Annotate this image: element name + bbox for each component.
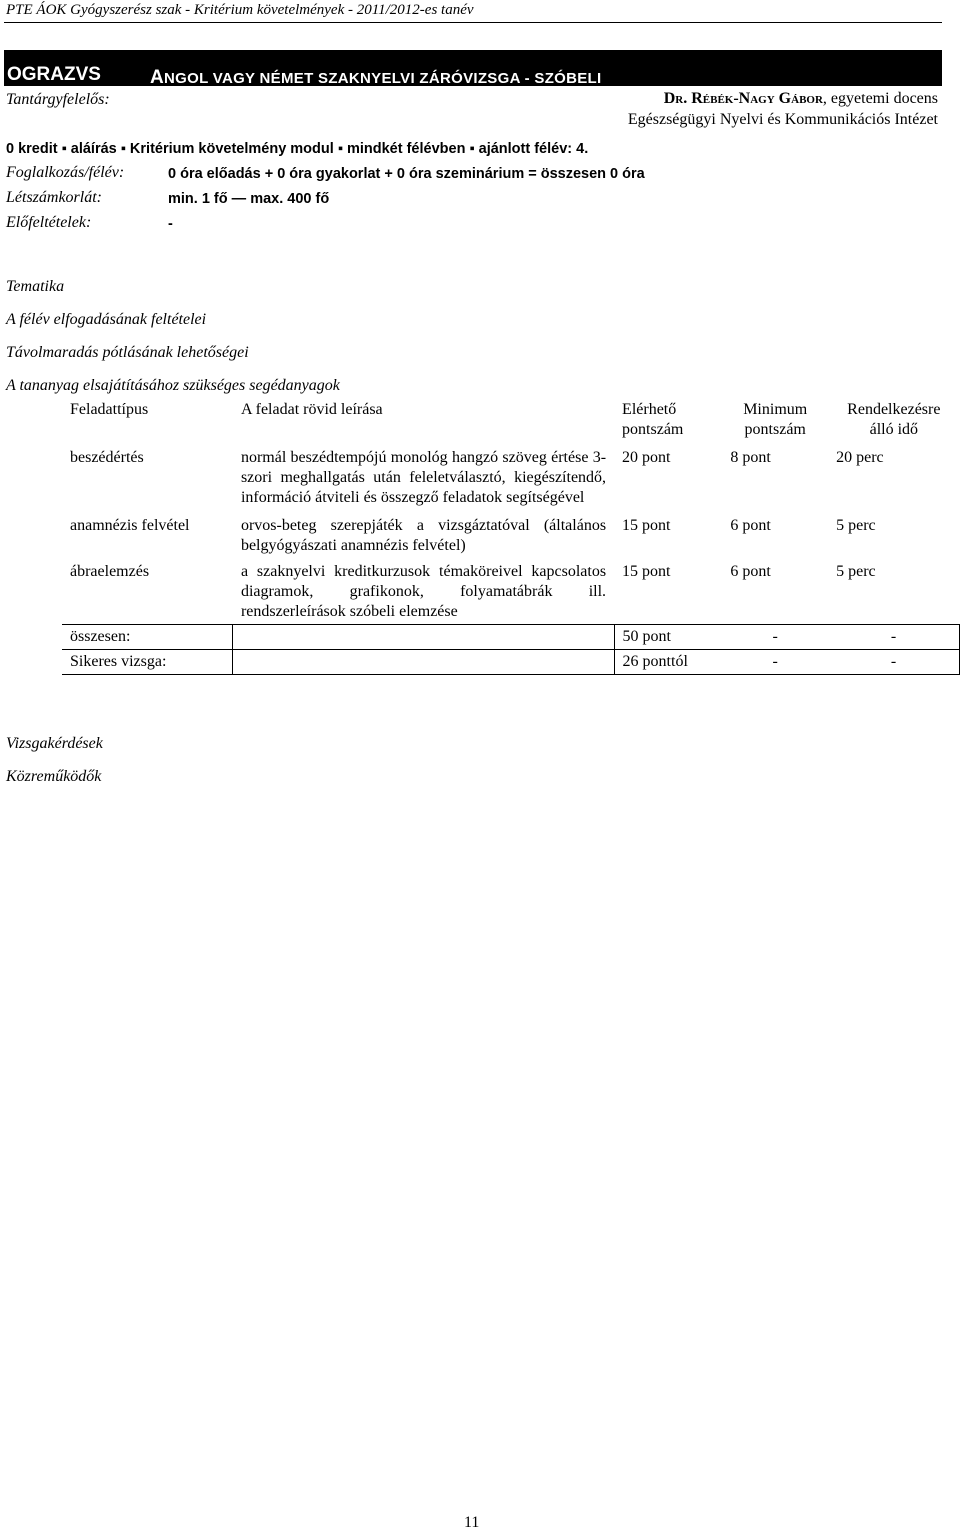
section-tematika: Tematika [6,278,65,295]
total-max-points: 50 pont [614,625,722,650]
table-row [62,442,960,510]
header-description: A feladat rövid leírása [240,401,383,418]
prerequisites-value: - [168,216,173,232]
row-min-points: 6 pont [730,517,771,534]
row-description: orvos-beteg szerepjáték a vizsgáztatóval (általános belgyógyászati anamnézis felvétel) [240,517,607,554]
table-total-row [62,625,960,650]
course-title-rest: NGOL VAGY NÉMET SZAKNYELVI ZÁRÓVIZSGA - SZÓBELI [164,70,602,87]
exam-requirements-table [62,398,960,675]
capacity-value [168,191,329,207]
capacity-label: Létszámkorlát: [6,189,102,206]
running-header: PTE ÁOK Gyógyszerész szak - Kritérium követelmények - 2011/2012-es tanév [6,2,474,18]
capacity-dash: — [231,191,247,207]
capacity-max: max. 400 fő [250,191,330,207]
course-code: OGRAZVS [7,64,101,85]
total-label: összesen: [62,625,233,650]
row-type: anamnézis felvétel [70,517,190,534]
header-rule [4,22,942,23]
row-type: ábraelemzés [70,563,150,580]
row-max-points: 15 pont [622,563,671,580]
row-type: beszédértés [70,449,144,466]
section-absence: Távolmaradás pótlásának lehetőségei [6,344,249,361]
row-max-points: 20 pont [622,449,671,466]
course-title-initial: A [150,67,165,88]
responsible-title: , egyetemi docens [822,90,938,107]
header-max-points: Elérhető pontszám [622,401,684,438]
pass-description [233,650,614,675]
row-time: 5 perc [836,517,876,534]
pass-min-points: - [722,650,828,675]
total-min-points: - [722,625,828,650]
section-exam-questions: Vizsgakérdések [6,735,103,752]
header-task-type: Feladattípus [70,401,149,418]
row-description: normál beszédtempójú monológ hangzó szöveg értése 3-szori meghallgatás után feleletválasztó, kiegészítendő, információ átviteli és összegző feladatok segítségével [240,449,607,506]
header-time: Rendelkezésre álló idő [847,401,941,438]
row-time: 20 perc [836,449,884,466]
responsible-line [664,90,938,108]
responsible-name: Dr. Rébék-Nagy Gábor [663,90,823,107]
pass-time: - [828,650,959,675]
sessions-label: Foglalkozás/félév: [6,164,125,181]
row-description: a szaknyelvi kreditkurzusok témaköreivel kapcsolatos diagramok, grafikonok, folyamatábrák ill. rendszerleírások szóbeli elemzése [240,563,607,620]
section-contributors: Közreműködők [6,768,102,785]
section-acceptance: A félév elfogadásának feltételei [6,311,207,328]
table-row [62,510,960,558]
header-min-points: Minimum pontszám [743,401,808,438]
responsible-institute: Egészségügyi Nyelvi és Kommunikációs Intézet [627,111,938,128]
pass-max-points: 26 ponttól [614,650,722,675]
row-min-points: 6 pont [730,563,771,580]
responsible-label: Tantárgyfelelős: [6,91,110,108]
course-title [150,67,602,89]
table-pass-row [62,650,960,675]
page-number: 11 [464,1514,480,1531]
credit-line: 0 kredit ▪ aláírás ▪ Kritérium követelmény modul ▪ mindkét félévben ▪ ajánlott félév: 4. [6,141,589,157]
pass-label: Sikeres vizsga: [62,650,233,675]
course-title-bar [4,50,942,86]
total-time: - [828,625,959,650]
table-row [62,558,960,625]
section-materials: A tananyag elsajátításához szükséges segédanyagok [6,377,340,394]
capacity-min: min. 1 fő [168,191,228,207]
prerequisites-label: Előfeltételek: [6,214,92,231]
sessions-value: 0 óra előadás + 0 óra gyakorlat + 0 óra szeminárium = összesen 0 óra [168,166,645,182]
total-description [233,625,614,650]
row-time: 5 perc [836,563,876,580]
row-min-points: 8 pont [730,449,771,466]
table-header-row [62,398,960,442]
row-max-points: 15 pont [622,517,671,534]
